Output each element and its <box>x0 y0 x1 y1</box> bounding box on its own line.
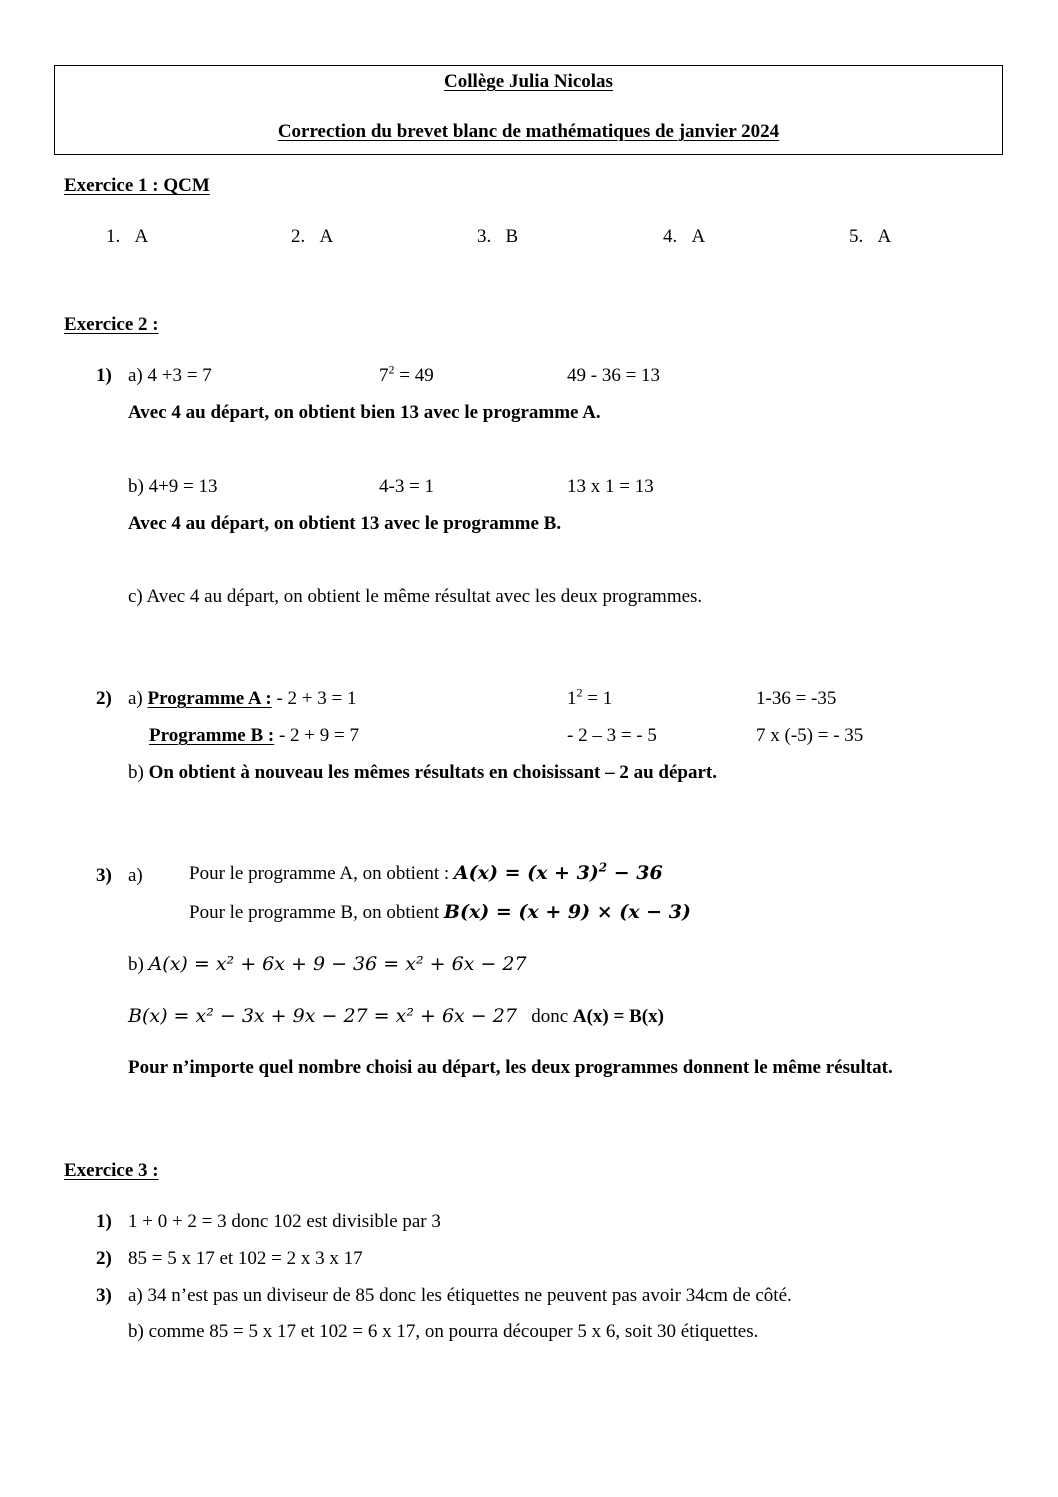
q3a-line-a: Pour le programme A, on obtient : $A(x) = (x + 3)^2 - 36$ <box>189 860 663 884</box>
q1a-step3: 49 - 36 = 13 <box>567 365 661 386</box>
question-number: 3) <box>96 1285 112 1306</box>
ex3-item3b-text: b) comme 85 = 5 x 17 et 102 = 6 x 17, on pourra découper 5 x 6, soit 30 étiquettes. <box>128 1321 759 1342</box>
q1b-step1: b) 4+9 = 13 <box>128 476 218 497</box>
q1a-conclusion: Avec 4 au départ, on obtient bien 13 avec le programme A. <box>128 402 601 423</box>
q2a-progB-step2: - 2 – 3 = - 5 <box>567 725 657 746</box>
qcm-answer-4: 4. A <box>663 226 706 247</box>
exercise-2-title: Exercice 2 : <box>64 314 159 335</box>
question-number: 1) <box>96 1211 112 1232</box>
q1b-step3: 13 x 1 = 13 <box>567 476 654 497</box>
question-number: 1) <box>96 365 112 386</box>
q1a-step1: a) 4 +3 = 7 <box>128 365 212 386</box>
q1b-step2: 4-3 = 1 <box>379 476 435 497</box>
exercise-1-title: Exercice 1 : QCM <box>64 175 210 196</box>
q1a-step2: $7^2 = 49$ <box>379 362 434 386</box>
exercise-3-title: Exercice 3 : <box>64 1160 159 1181</box>
document-title: Correction du brevet blanc de mathématiques de janvier 2024 <box>277 121 780 142</box>
question-number: 2) <box>96 688 112 709</box>
school-name: Collège Julia Nicolas <box>444 71 613 92</box>
ex3-item2-text: 85 = 5 x 17 et 102 = 2 x 3 x 17 <box>128 1248 363 1269</box>
q1b-conclusion: Avec 4 au départ, on obtient 13 avec le programme B. <box>128 513 562 534</box>
q3b-expression: b) A(x) = x² + 6x + 9 − 36 = x² + 6x − 27 <box>128 953 527 975</box>
qcm-answer-1: 1. A <box>106 226 149 247</box>
ex3-item3a-text: a) 34 n’est pas un diviseur de 85 donc les étiquettes ne peuvent pas avoir 34cm de côté. <box>128 1285 792 1306</box>
q1c-text: c) Avec 4 au départ, on obtient le même résultat avec les deux programmes. <box>128 586 703 607</box>
q2b-text: b) On obtient à nouveau les mêmes résultats en choisissant – 2 au départ. <box>128 762 718 783</box>
q3b-expression-2: B(x) = x² − 3x + 9x − 27 = x² + 6x − 27 donc A(x) = B(x) <box>128 1005 664 1027</box>
qcm-answer-5: 5. A <box>849 226 892 247</box>
qcm-answer-2: 2. A <box>291 226 334 247</box>
q2a-progA-step2: $1^2 = 1$ <box>567 685 613 709</box>
question-number: 2) <box>96 1248 112 1269</box>
q2a-progB-step3: 7 x (-5) = - 35 <box>756 725 864 746</box>
ex3-item1-text: 1 + 0 + 2 = 3 donc 102 est divisible par 3 <box>128 1211 441 1232</box>
q2a-progA-step3: 1-36 = -35 <box>756 688 837 709</box>
q3a-line-b: Pour le programme B, on obtient B(x) = (x + 9) × (x − 3) <box>189 901 691 923</box>
qcm-answer-3: 3. B <box>477 226 519 247</box>
q3a-label: a) <box>128 865 143 886</box>
question-number: 3) <box>96 865 112 886</box>
q2a-progA: a) Programme A : - 2 + 3 = 1 <box>128 688 357 709</box>
q2a-progB: Programme B : - 2 + 9 = 7 <box>149 725 359 746</box>
q3-conclusion: Pour n’importe quel nombre choisi au départ, les deux programmes donnent le même résultat. <box>128 1057 893 1078</box>
